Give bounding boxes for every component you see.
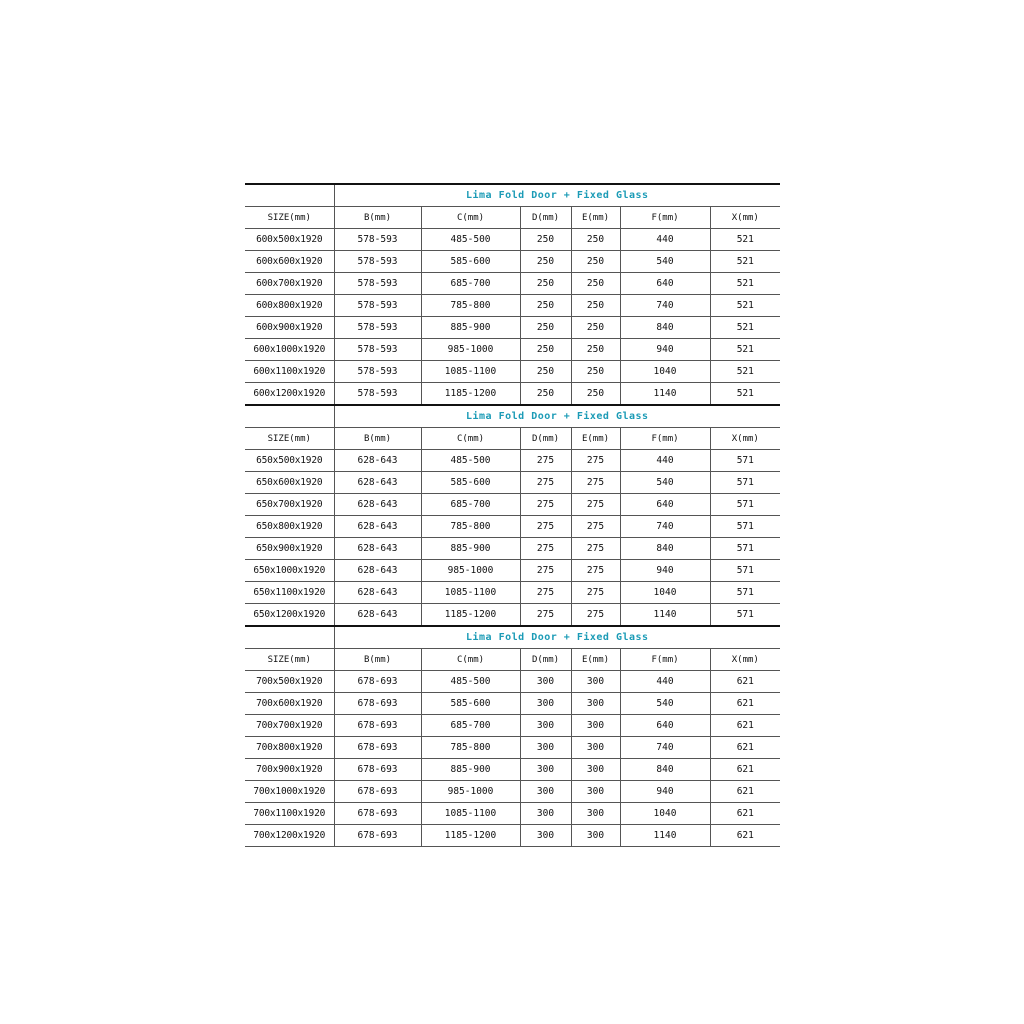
cell-size: 600x800x1920: [245, 295, 334, 317]
table-row: [245, 273, 780, 295]
cell-b: 628-643: [334, 450, 421, 472]
cell-x: 621: [710, 781, 780, 803]
column-header-row: [245, 428, 780, 450]
cell-f: 940: [620, 781, 710, 803]
cell-f: 640: [620, 494, 710, 516]
column-header-b: B(mm): [334, 207, 421, 229]
cell-b: 628-643: [334, 516, 421, 538]
cell-x: 521: [710, 251, 780, 273]
column-header-row: [245, 649, 780, 671]
cell-size: 700x500x1920: [245, 671, 334, 693]
cell-b: 628-643: [334, 604, 421, 627]
cell-size: 650x600x1920: [245, 472, 334, 494]
column-header-x: X(mm): [710, 207, 780, 229]
column-header-f: F(mm): [620, 428, 710, 450]
cell-f: 440: [620, 450, 710, 472]
table-row: [245, 604, 780, 627]
cell-d: 275: [520, 494, 571, 516]
cell-b: 578-593: [334, 317, 421, 339]
column-header-size: SIZE(mm): [245, 649, 334, 671]
cell-f: 640: [620, 715, 710, 737]
table-row: [245, 494, 780, 516]
cell-size: 600x500x1920: [245, 229, 334, 251]
cell-f: 540: [620, 693, 710, 715]
cell-x: 521: [710, 383, 780, 406]
cell-x: 521: [710, 361, 780, 383]
cell-f: 840: [620, 538, 710, 560]
cell-d: 275: [520, 472, 571, 494]
cell-size: 700x800x1920: [245, 737, 334, 759]
cell-c: 885-900: [421, 759, 520, 781]
cell-f: 940: [620, 560, 710, 582]
cell-e: 300: [571, 825, 620, 847]
column-header-size: SIZE(mm): [245, 207, 334, 229]
table-row: [245, 715, 780, 737]
cell-f: 540: [620, 472, 710, 494]
cell-d: 275: [520, 450, 571, 472]
cell-c: 685-700: [421, 494, 520, 516]
cell-f: 740: [620, 516, 710, 538]
cell-e: 275: [571, 604, 620, 627]
column-header-d: D(mm): [520, 649, 571, 671]
cell-e: 250: [571, 229, 620, 251]
cell-x: 571: [710, 582, 780, 604]
cell-e: 275: [571, 516, 620, 538]
cell-f: 1040: [620, 803, 710, 825]
cell-b: 578-593: [334, 229, 421, 251]
cell-f: 1140: [620, 383, 710, 406]
cell-size: 650x800x1920: [245, 516, 334, 538]
cell-e: 300: [571, 781, 620, 803]
cell-c: 485-500: [421, 450, 520, 472]
cell-f: 940: [620, 339, 710, 361]
cell-c: 1085-1100: [421, 803, 520, 825]
cell-f: 1040: [620, 582, 710, 604]
cell-x: 571: [710, 560, 780, 582]
table-row: [245, 450, 780, 472]
cell-f: 840: [620, 759, 710, 781]
cell-e: 250: [571, 317, 620, 339]
cell-e: 250: [571, 295, 620, 317]
section-title-row: [245, 626, 780, 649]
cell-f: 640: [620, 273, 710, 295]
cell-b: 628-643: [334, 494, 421, 516]
blank-corner-cell: [245, 626, 334, 649]
column-header-f: F(mm): [620, 207, 710, 229]
cell-c: 1185-1200: [421, 825, 520, 847]
cell-e: 250: [571, 383, 620, 406]
table-row: [245, 803, 780, 825]
table-row: [245, 339, 780, 361]
cell-e: 250: [571, 273, 620, 295]
section-title-row: [245, 405, 780, 428]
spec-table: [245, 183, 780, 847]
cell-size: 600x700x1920: [245, 273, 334, 295]
cell-x: 571: [710, 538, 780, 560]
cell-b: 678-693: [334, 759, 421, 781]
cell-size: 700x1000x1920: [245, 781, 334, 803]
column-header-x: X(mm): [710, 649, 780, 671]
cell-f: 440: [620, 229, 710, 251]
table-row: [245, 538, 780, 560]
cell-c: 785-800: [421, 295, 520, 317]
cell-e: 275: [571, 494, 620, 516]
cell-d: 300: [520, 759, 571, 781]
blank-corner-cell: [245, 184, 334, 207]
table-row: [245, 825, 780, 847]
cell-size: 650x500x1920: [245, 450, 334, 472]
cell-d: 250: [520, 361, 571, 383]
cell-c: 585-600: [421, 693, 520, 715]
column-header-c: C(mm): [421, 649, 520, 671]
cell-d: 300: [520, 715, 571, 737]
column-header-row: [245, 207, 780, 229]
cell-e: 275: [571, 472, 620, 494]
cell-b: 578-593: [334, 383, 421, 406]
cell-c: 585-600: [421, 472, 520, 494]
table-row: [245, 693, 780, 715]
section-title: Lima Fold Door + Fixed Glass: [334, 405, 780, 428]
cell-f: 540: [620, 251, 710, 273]
column-header-e: E(mm): [571, 207, 620, 229]
cell-size: 600x600x1920: [245, 251, 334, 273]
blank-corner-cell: [245, 405, 334, 428]
cell-d: 300: [520, 693, 571, 715]
cell-e: 300: [571, 715, 620, 737]
cell-f: 1140: [620, 604, 710, 627]
cell-d: 275: [520, 582, 571, 604]
spec-table-body: [245, 184, 780, 847]
cell-d: 275: [520, 604, 571, 627]
cell-d: 300: [520, 781, 571, 803]
table-row: [245, 759, 780, 781]
cell-d: 250: [520, 229, 571, 251]
cell-b: 578-593: [334, 251, 421, 273]
cell-c: 1185-1200: [421, 604, 520, 627]
cell-b: 678-693: [334, 693, 421, 715]
cell-size: 650x1200x1920: [245, 604, 334, 627]
cell-size: 600x900x1920: [245, 317, 334, 339]
table-row: [245, 251, 780, 273]
table-row: [245, 516, 780, 538]
cell-x: 621: [710, 825, 780, 847]
cell-e: 250: [571, 339, 620, 361]
column-header-f: F(mm): [620, 649, 710, 671]
cell-b: 678-693: [334, 671, 421, 693]
cell-b: 628-643: [334, 560, 421, 582]
section-title-row: [245, 184, 780, 207]
cell-size: 700x600x1920: [245, 693, 334, 715]
cell-c: 685-700: [421, 273, 520, 295]
column-header-d: D(mm): [520, 207, 571, 229]
cell-c: 1185-1200: [421, 383, 520, 406]
column-header-x: X(mm): [710, 428, 780, 450]
cell-f: 740: [620, 295, 710, 317]
cell-size: 650x900x1920: [245, 538, 334, 560]
cell-size: 600x1000x1920: [245, 339, 334, 361]
cell-c: 985-1000: [421, 781, 520, 803]
cell-x: 621: [710, 759, 780, 781]
column-header-d: D(mm): [520, 428, 571, 450]
cell-x: 621: [710, 715, 780, 737]
column-header-e: E(mm): [571, 649, 620, 671]
cell-x: 571: [710, 494, 780, 516]
table-row: [245, 317, 780, 339]
cell-b: 678-693: [334, 803, 421, 825]
cell-e: 300: [571, 803, 620, 825]
column-header-e: E(mm): [571, 428, 620, 450]
cell-e: 250: [571, 361, 620, 383]
table-row: [245, 560, 780, 582]
cell-x: 521: [710, 339, 780, 361]
cell-b: 678-693: [334, 781, 421, 803]
section-title: Lima Fold Door + Fixed Glass: [334, 626, 780, 649]
cell-e: 300: [571, 693, 620, 715]
table-row: [245, 383, 780, 406]
column-header-b: B(mm): [334, 428, 421, 450]
cell-f: 840: [620, 317, 710, 339]
cell-size: 600x1200x1920: [245, 383, 334, 406]
cell-x: 571: [710, 604, 780, 627]
cell-d: 250: [520, 273, 571, 295]
cell-e: 300: [571, 671, 620, 693]
cell-x: 621: [710, 737, 780, 759]
cell-size: 700x1100x1920: [245, 803, 334, 825]
table-row: [245, 472, 780, 494]
cell-c: 685-700: [421, 715, 520, 737]
cell-b: 678-693: [334, 715, 421, 737]
cell-c: 485-500: [421, 671, 520, 693]
cell-b: 578-593: [334, 273, 421, 295]
cell-c: 785-800: [421, 516, 520, 538]
table-row: [245, 781, 780, 803]
cell-b: 678-693: [334, 825, 421, 847]
cell-e: 275: [571, 582, 620, 604]
column-header-c: C(mm): [421, 428, 520, 450]
cell-b: 578-593: [334, 339, 421, 361]
cell-x: 571: [710, 450, 780, 472]
cell-d: 275: [520, 538, 571, 560]
cell-x: 621: [710, 803, 780, 825]
cell-d: 250: [520, 317, 571, 339]
cell-x: 521: [710, 229, 780, 251]
cell-d: 275: [520, 516, 571, 538]
cell-size: 650x1100x1920: [245, 582, 334, 604]
cell-c: 885-900: [421, 317, 520, 339]
cell-d: 250: [520, 339, 571, 361]
cell-e: 300: [571, 759, 620, 781]
cell-e: 275: [571, 538, 620, 560]
cell-b: 578-593: [334, 361, 421, 383]
cell-e: 275: [571, 560, 620, 582]
table-row: [245, 737, 780, 759]
column-header-b: B(mm): [334, 649, 421, 671]
cell-c: 1085-1100: [421, 582, 520, 604]
table-row: [245, 229, 780, 251]
cell-c: 485-500: [421, 229, 520, 251]
cell-b: 578-593: [334, 295, 421, 317]
cell-c: 985-1000: [421, 560, 520, 582]
cell-f: 740: [620, 737, 710, 759]
cell-x: 521: [710, 317, 780, 339]
cell-f: 1040: [620, 361, 710, 383]
cell-x: 521: [710, 295, 780, 317]
cell-size: 600x1100x1920: [245, 361, 334, 383]
cell-f: 1140: [620, 825, 710, 847]
cell-f: 440: [620, 671, 710, 693]
cell-c: 885-900: [421, 538, 520, 560]
table-row: [245, 295, 780, 317]
cell-c: 585-600: [421, 251, 520, 273]
cell-e: 250: [571, 251, 620, 273]
cell-d: 300: [520, 737, 571, 759]
cell-e: 275: [571, 450, 620, 472]
cell-b: 628-643: [334, 538, 421, 560]
table-row: [245, 582, 780, 604]
cell-d: 275: [520, 560, 571, 582]
section-title: Lima Fold Door + Fixed Glass: [334, 184, 780, 207]
cell-size: 700x700x1920: [245, 715, 334, 737]
cell-x: 621: [710, 671, 780, 693]
cell-size: 650x1000x1920: [245, 560, 334, 582]
cell-d: 250: [520, 295, 571, 317]
cell-b: 678-693: [334, 737, 421, 759]
cell-size: 700x900x1920: [245, 759, 334, 781]
cell-b: 628-643: [334, 582, 421, 604]
column-header-c: C(mm): [421, 207, 520, 229]
cell-d: 250: [520, 251, 571, 273]
cell-size: 650x700x1920: [245, 494, 334, 516]
cell-size: 700x1200x1920: [245, 825, 334, 847]
cell-c: 785-800: [421, 737, 520, 759]
column-header-size: SIZE(mm): [245, 428, 334, 450]
table-row: [245, 361, 780, 383]
cell-d: 300: [520, 671, 571, 693]
cell-e: 300: [571, 737, 620, 759]
cell-x: 621: [710, 693, 780, 715]
cell-c: 985-1000: [421, 339, 520, 361]
cell-x: 571: [710, 472, 780, 494]
cell-d: 250: [520, 383, 571, 406]
cell-b: 628-643: [334, 472, 421, 494]
table-row: [245, 671, 780, 693]
cell-c: 1085-1100: [421, 361, 520, 383]
cell-x: 521: [710, 273, 780, 295]
cell-d: 300: [520, 825, 571, 847]
cell-d: 300: [520, 803, 571, 825]
cell-x: 571: [710, 516, 780, 538]
